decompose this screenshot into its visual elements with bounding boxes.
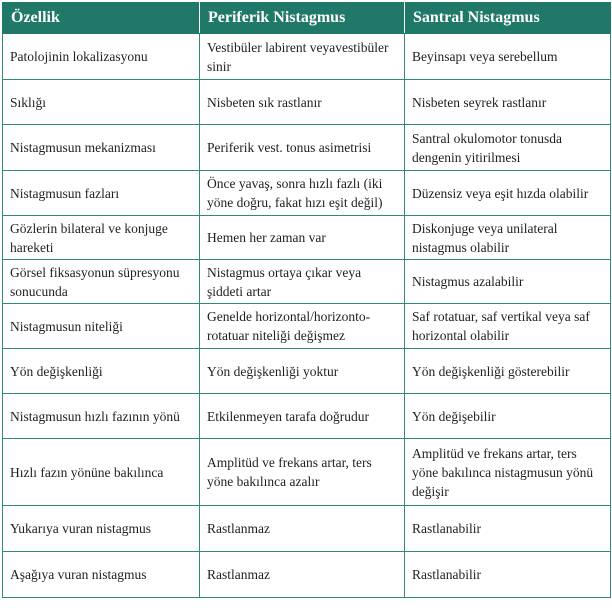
central-cell: Yön değişebilir xyxy=(405,394,611,439)
peripheral-cell: Rastlanmaz xyxy=(200,506,405,552)
table-row xyxy=(3,171,611,216)
table-row xyxy=(3,304,611,349)
nystagmus-comparison-table xyxy=(2,2,611,598)
peripheral-cell: Hemen her zaman var xyxy=(200,216,405,260)
table-row xyxy=(3,394,611,439)
peripheral-cell: Periferik vest. tonus asimetrisi xyxy=(200,125,405,171)
central-cell: Diskonjuge veya unilateral nistagmus olabilir xyxy=(405,216,611,260)
table-row xyxy=(3,34,611,80)
table-row xyxy=(3,506,611,552)
feature-cell: Patolojinin lokalizasyonu xyxy=(3,34,200,80)
central-cell: Düzensiz veya eşit hızda olabilir xyxy=(405,171,611,216)
table-row xyxy=(3,260,611,304)
table-row xyxy=(3,216,611,260)
peripheral-cell: Vestibüler labirent veyavestibüler sinir xyxy=(200,34,405,80)
feature-cell: Nistagmusun niteliği xyxy=(3,304,200,349)
peripheral-cell: Genelde horizontal/horizonto-rotatuar niteliği değişmez xyxy=(200,304,405,349)
comparison-table-container xyxy=(2,2,610,598)
peripheral-cell: Yön değişkenliği yoktur xyxy=(200,349,405,394)
central-cell: Yön değişkenliği gösterebilir xyxy=(405,349,611,394)
header-central: Santral Nistagmus xyxy=(405,3,611,34)
peripheral-cell: Rastlanmaz xyxy=(200,552,405,598)
feature-cell: Aşağıya vuran nistagmus xyxy=(3,552,200,598)
central-cell: Nistagmus azalabilir xyxy=(405,260,611,304)
feature-cell: Nistagmusun hızlı fazının yönü xyxy=(3,394,200,439)
central-cell: Rastlanabilir xyxy=(405,552,611,598)
peripheral-cell: Nisbeten sık rastlanır xyxy=(200,80,405,125)
feature-cell: Hızlı fazın yönüne bakılınca xyxy=(3,439,200,506)
table-row xyxy=(3,80,611,125)
peripheral-cell: Amplitüd ve frekans artar, ters yöne bakılınca azalır xyxy=(200,439,405,506)
header-feature: Özellik xyxy=(3,3,200,34)
table-header xyxy=(3,3,611,34)
table-row xyxy=(3,439,611,506)
central-cell: Beyinsapı veya serebellum xyxy=(405,34,611,80)
table-row xyxy=(3,349,611,394)
central-cell: Saf rotatuar, saf vertikal veya saf horizontal olabilir xyxy=(405,304,611,349)
peripheral-cell: Nistagmus ortaya çıkar veya şiddeti artar xyxy=(200,260,405,304)
feature-cell: Sıklığı xyxy=(3,80,200,125)
header-row xyxy=(3,3,611,34)
table-body xyxy=(3,34,611,598)
feature-cell: Yukarıya vuran nistagmus xyxy=(3,506,200,552)
feature-cell: Nistagmusun fazları xyxy=(3,171,200,216)
central-cell: Rastlanabilir xyxy=(405,506,611,552)
central-cell: Santral okulomotor tonusda dengenin yitirilmesi xyxy=(405,125,611,171)
table-row xyxy=(3,552,611,598)
central-cell: Nisbeten seyrek rastlanır xyxy=(405,80,611,125)
feature-cell: Nistagmusun mekanizması xyxy=(3,125,200,171)
central-cell: Amplitüd ve frekans artar, ters yöne bakılınca nistagmusun yönü değişir xyxy=(405,439,611,506)
table-row xyxy=(3,125,611,171)
feature-cell: Gözlerin bilateral ve konjuge hareketi xyxy=(3,216,200,260)
peripheral-cell: Önce yavaş, sonra hızlı fazlı (iki yöne doğru, fakat hızı eşit değil) xyxy=(200,171,405,216)
feature-cell: Yön değişkenliği xyxy=(3,349,200,394)
feature-cell: Görsel fiksasyonun süpresyonu sonucunda xyxy=(3,260,200,304)
header-peripheral: Periferik Nistagmus xyxy=(200,3,405,34)
peripheral-cell: Etkilenmeyen tarafa doğrudur xyxy=(200,394,405,439)
